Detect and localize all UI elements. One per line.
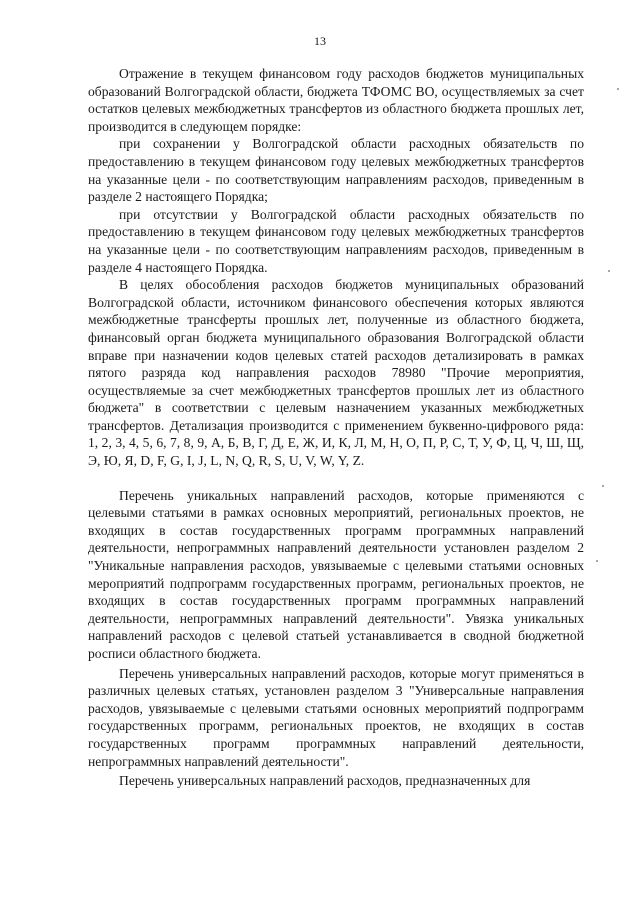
- scan-speck: [602, 485, 604, 487]
- scan-speck: [617, 88, 619, 90]
- paragraph-universal-directions-intended: Перечень универсальных направлений расходов, предназначенных для: [119, 773, 531, 789]
- paragraph-unique-directions: Перечень уникальных направлений расходов, которые применяются с целевыми статьями в рамках основных мероприятий, региональных проектов, не входящих в состав государственных программ программных направлений деятельности, непрограммных направлений деятельности установлен разделом 2 "Уникальные направления расходов, увязываемые с целевыми статьями основных мероприятий подпрограмм государственных программ, региональных проектов, не входящих в состав государственных программ программных направлений деятельности, непрограммных направлений деятельности". Увязка уникальных направлений расходов с целевой статьей устанавливается в сводной бюджетной росписи областного бюджета.: [88, 487, 584, 661]
- scan-speck: [596, 560, 598, 562]
- body-text: [88, 65, 584, 790]
- page-number: 13: [314, 34, 326, 48]
- paragraph-spacer: [88, 470, 584, 487]
- paragraph-reflection-of-expenses: Отражение в текущем финансовом году расходов бюджетов муниципальных образований Волгоградской области, бюджета ТФОМС ВО, осуществляемых за счет остатков целевых межбюджетных трансфертов из областного бюджета прошлых лет, производится в следующем порядке:: [88, 66, 584, 134]
- paragraph-separation-of-expenses: В целях обособления расходов бюджетов муниципальных образований Волгоградской области, источником финансового обеспечения которых являются межбюджетные трансферты прошлых лет, полученные из областного бюджета, финансовый орган бюджета муниципального образования Волгоградской области вправе при назначении кодов целевых статей расходов детализировать в рамках пятого разряда код направления расходов 78980 "Прочие мероприятия, осуществляемые за счет межбюджетных трансфертов прошлых лет из областного бюджета" в соответствии с целевым назначением указанных межбюджетных трансфертов. Детализация производится с применением буквенно-цифрового ряда: 1, 2, 3, 4, 5, 6, 7, 8, 9, А, Б, В, Г, Д, Е, Ж, И, К, Л, М, Н, О, П, Р, С, Т, У, Ф, Ц, Ч, Ш, Щ, Э, Ю, Я, D, F, G, I, J, L, N, Q, R, S, U, V, W, Y, Z.: [88, 277, 584, 469]
- paragraph-obligations-absent: при отсутствии у Волгоградской области расходных обязательств по предоставлению в текущем финансовом году целевых межбюджетных трансфертов на указанные цели - по соответствующим направлениям расходов, приведенным в разделе 4 настоящего Порядка.: [88, 206, 584, 275]
- paragraph-universal-directions: Перечень универсальных направлений расходов, которые могут применяться в различных целевых статьях, установлен разделом 3 "Универсальные направления расходов, увязываемые с целевыми статьями основных мероприятий подпрограмм государственных программ, региональных проектов, не входящих в состав государственных программ программных направлений деятельности, непрограммных направлений деятельности".: [88, 665, 584, 769]
- scan-speck: [608, 270, 610, 272]
- paragraph-obligations-retained: при сохранении у Волгоградской области расходных обязательств по предоставлению в текущем финансовом году целевых межбюджетных трансфертов на указанные цели - по соответствующим направлениям расходов, приведенным в разделе 2 настоящего Порядка;: [88, 136, 584, 205]
